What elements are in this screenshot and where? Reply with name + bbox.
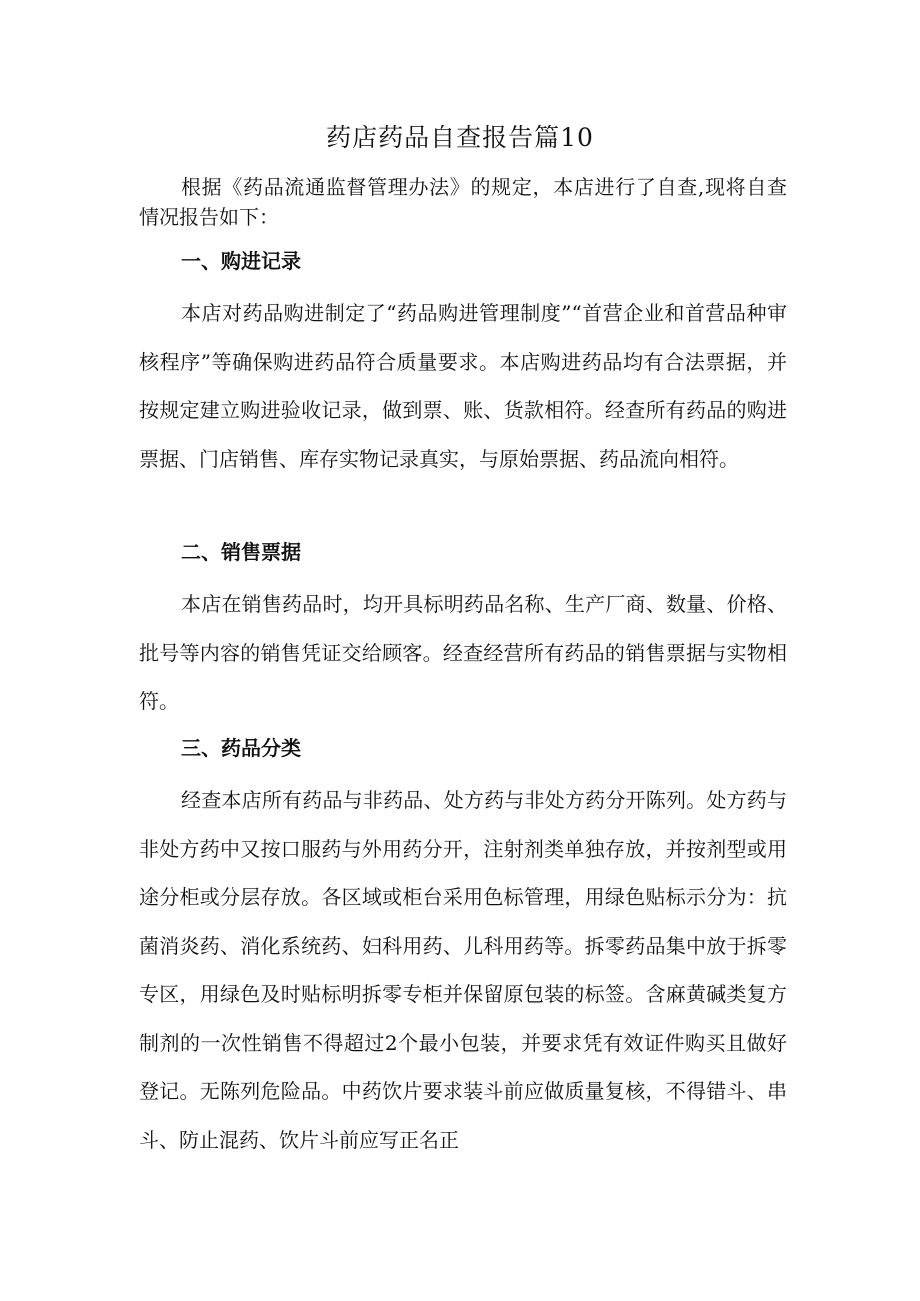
section-heading-purchase-records: 一、购进记录 [181,249,301,273]
section-heading-sales-receipts: 二、销售票据 [181,540,301,564]
section-heading-drug-classification: 三、药品分类 [181,736,301,760]
section-body-sales-receipts: 本店在销售药品时，均开具标明药品名称、生产厂商、数量、价格、批号等内容的销售凭证交给顾客。经查经营所有药品的销售票据与实物相符。 [139,592,787,713]
section-body-purchase-records: 本店对药品购进制定了“药品购进管理制度”“首营企业和首营品种审核程序”等确保购进药品符合质量要求。本店购进药品均有合法票据，并按规定建立购进验收记录，做到票、账、货款相符。经查所有药品的购进票据、门店销售、库存实物记录真实，与原始票据、药品流向相符。 [139,301,787,471]
intro-paragraph: 根据《药品流通监督管理办法》的规定，本店进行了自查,现将自查情况报告如下： [139,175,787,229]
section-body-drug-classification: 经查本店所有药品与非药品、处方药与非处方药分开陈列。处方药与非处方药中又按口服药与外用药分开，注射剂类单独存放，并按剂型或用途分柜或分层存放。各区域或柜台采用色标管理，用绿色贴标示分为：抗菌消炎药、消化系统药、妇科用药、儿科用药等。拆零药品集中放于拆零专区，用绿色及时贴标明拆零专柜并保留原包装的标签。含麻黄碱类复方制剂的一次性销售不得超过2个最小包装，并要求凭有效证件购买且做好登记。无陈列危险品。中药饮片要求装斗前应做质量复核，不得错斗、串斗、防止混药、饮片斗前应写正名正 [139,788,787,1152]
document-title: 药店药品自查报告篇10 [326,123,594,152]
